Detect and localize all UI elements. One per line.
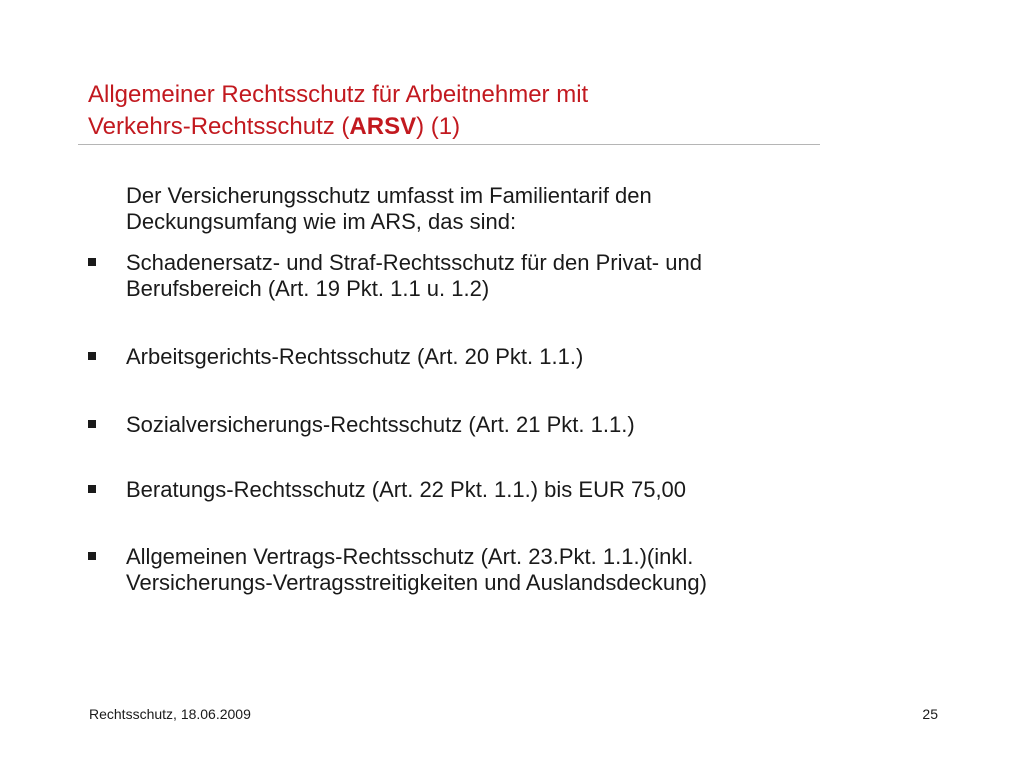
bullet-text: [126, 250, 886, 302]
bullet-text-line-1: Allgemeinen Vertrags-Rechtsschutz (Art. 23.Pkt. 1.1.)(inkl.: [126, 544, 694, 569]
page-number: 25: [922, 706, 938, 722]
intro-line-2: Deckungsumfang wie im ARS, das sind:: [126, 209, 517, 234]
square-bullet-icon: [88, 258, 96, 266]
slide-title-abbreviation: ARSV: [349, 113, 417, 140]
square-bullet-icon: [88, 552, 96, 560]
bullet-text-line-2: Berufsbereich (Art. 19 Pkt. 1.1 u. 1.2): [126, 276, 490, 301]
intro-line-1: Der Versicherungsschutz umfasst im Familientarif den: [126, 183, 652, 208]
bullet-text: [126, 412, 886, 438]
bullet-text: [126, 477, 886, 503]
square-bullet-icon: [88, 352, 96, 360]
intro-paragraph: [126, 183, 886, 235]
footer-source-date: Rechtsschutz, 18.06.2009: [89, 706, 251, 722]
slide-title-line-2-suffix: ) (1): [416, 113, 461, 140]
bullet-text-line-1: Sozialversicherungs-Rechtsschutz (Art. 21 Pkt. 1.1.): [126, 412, 635, 437]
bullet-text-line-2: Versicherungs-Vertragsstreitigkeiten und Auslandsdeckung): [126, 570, 707, 595]
bullet-text: [126, 344, 886, 370]
slide-title: [88, 79, 588, 143]
slide-title-line-2: [88, 111, 588, 143]
bullet-text-line-1: Arbeitsgerichts-Rechtsschutz (Art. 20 Pkt. 1.1.): [126, 344, 584, 369]
square-bullet-icon: [88, 420, 96, 428]
slide-title-line-1: Allgemeiner Rechtsschutz für Arbeitnehmer mit: [88, 81, 589, 108]
bullet-text-line-1: Schadenersatz- und Straf-Rechtsschutz für den Privat- und: [126, 250, 702, 275]
title-divider: [78, 144, 820, 145]
bullet-text-line-1: Beratungs-Rechtsschutz (Art. 22 Pkt. 1.1.) bis EUR 75,00: [126, 477, 687, 502]
bullet-text: [126, 544, 886, 596]
square-bullet-icon: [88, 485, 96, 493]
slide-title-line-2-prefix: Verkehrs-Rechtsschutz (: [88, 113, 350, 140]
